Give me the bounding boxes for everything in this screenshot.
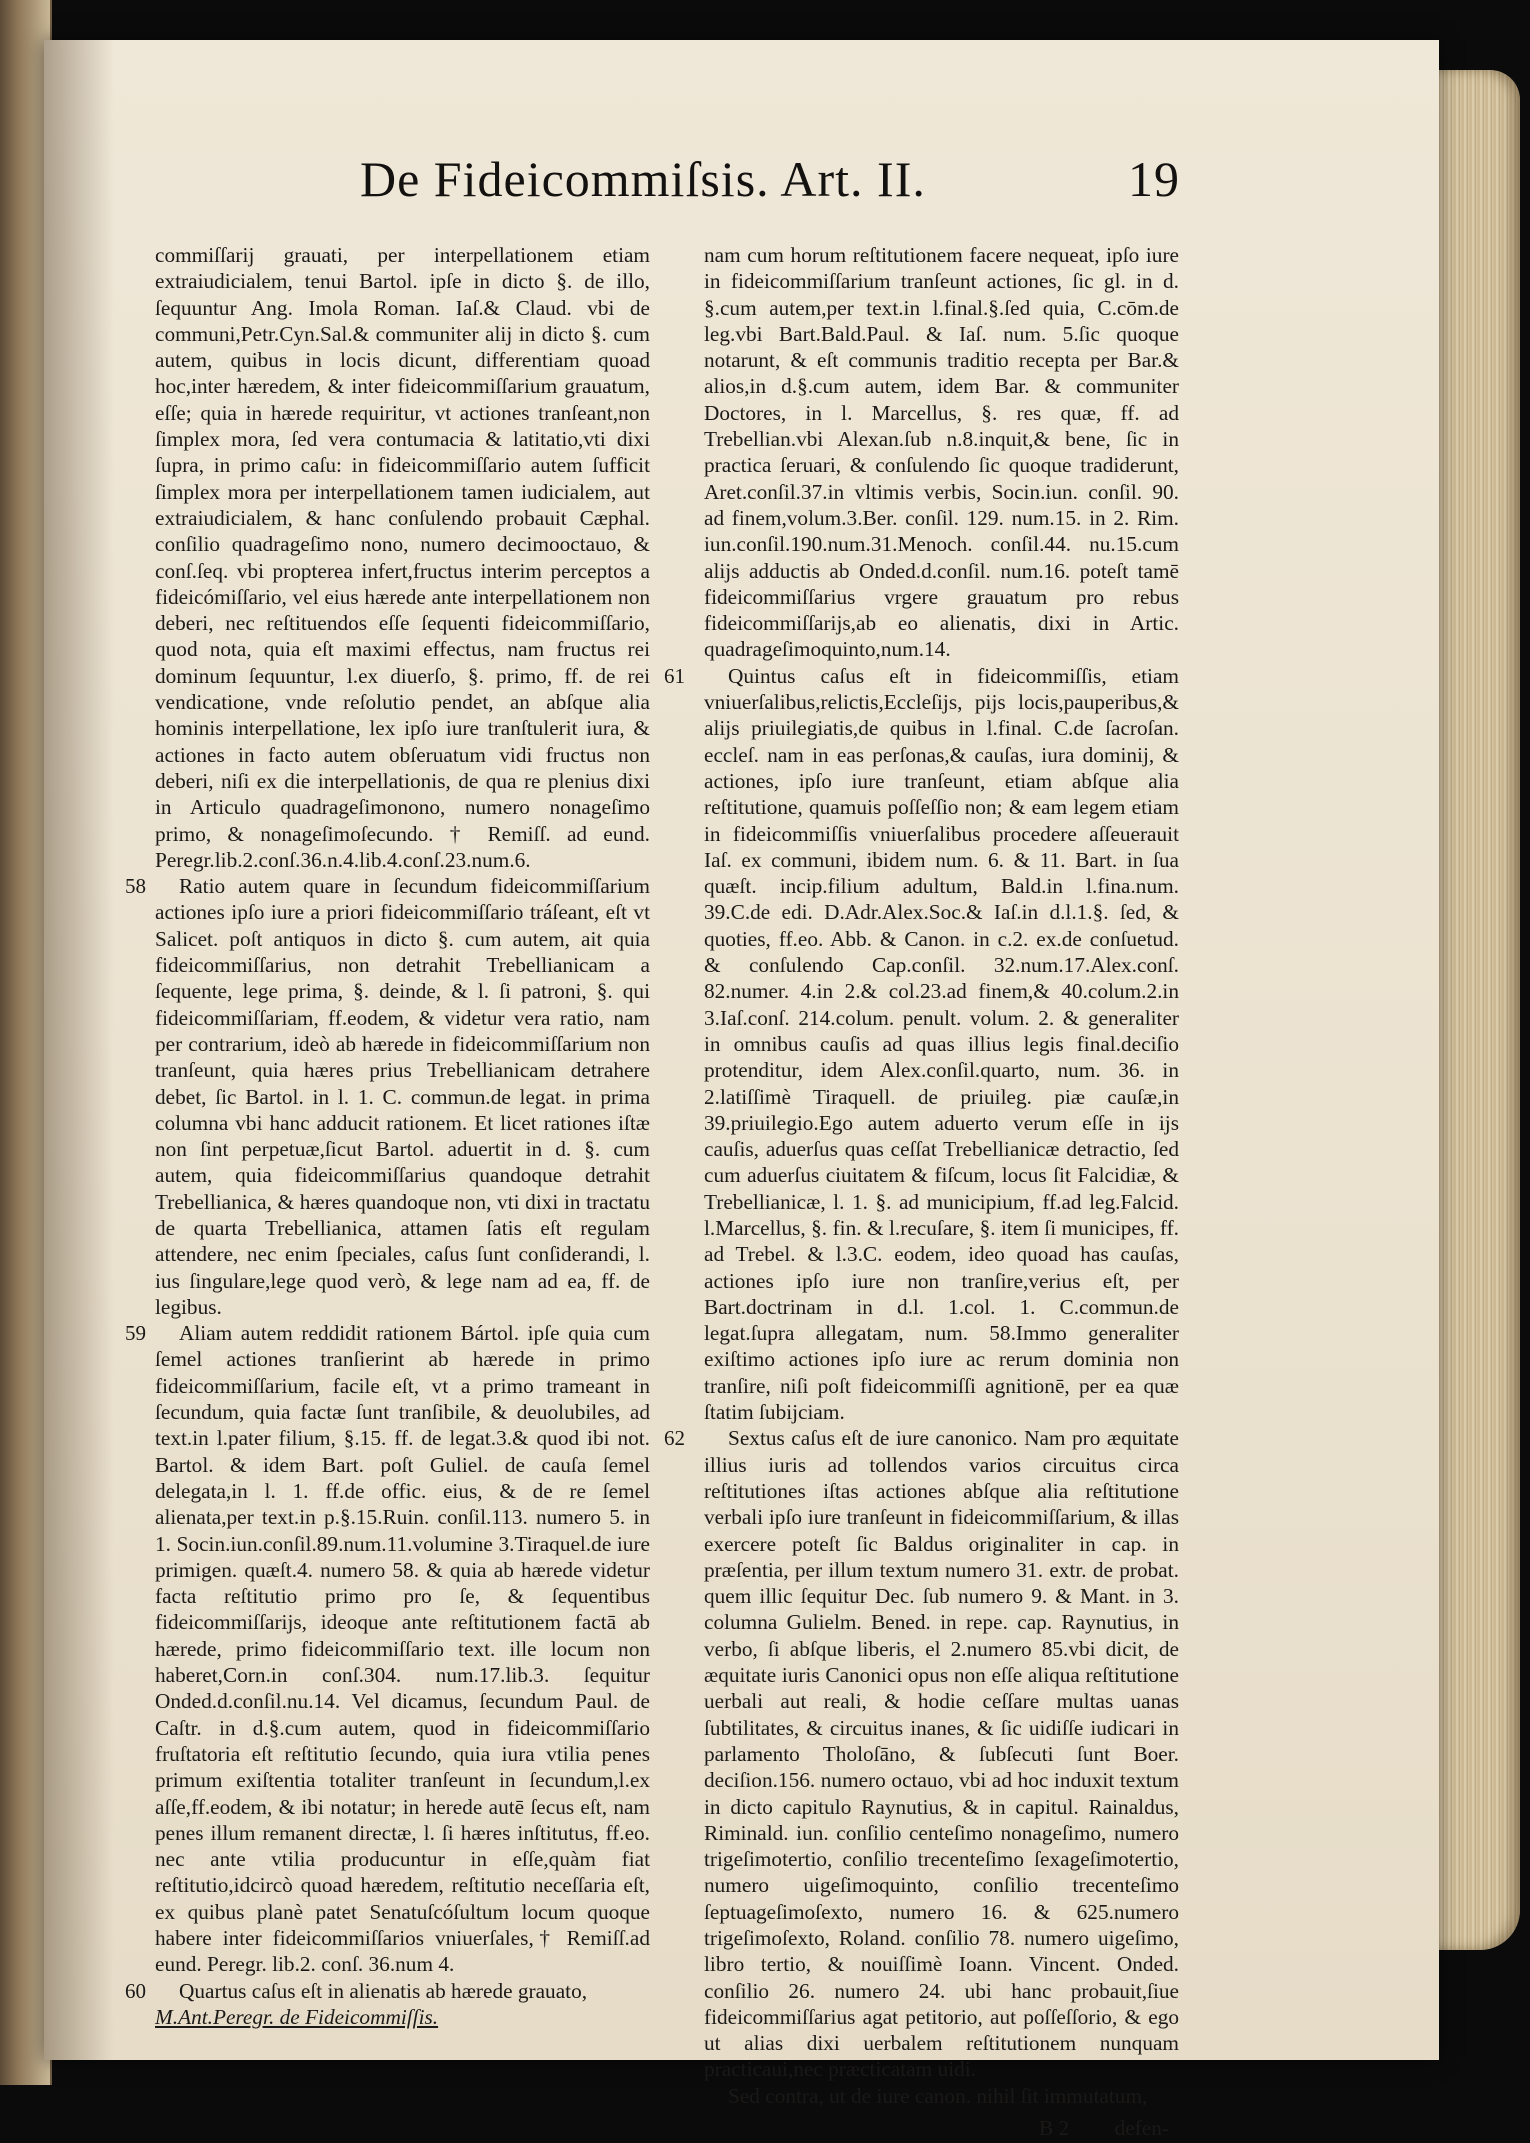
paragraph-59 [125, 1320, 650, 1977]
page-title: De Fideicommiſsis. Art. II. [360, 151, 926, 207]
paragraph-text: Sed contra, ut de iure canon. nihil ſit immutatum, [728, 2083, 1148, 2108]
gutter-shadow [44, 40, 114, 2060]
right-column [664, 242, 1179, 2143]
left-column [125, 242, 650, 2030]
paragraph-text: Aliam autem reddidit rationem Bártol. ipſe quia cum ſemel actiones tranſierint ab hærede in primo fideicommiſſarium, facile eſt, vt a primo trameant in ſecundum, quia factæ ſunt tranſibile, & deuolubiles, ad text.in l.pater filium, §.15. ff. de legat.3.& quod ibi not. Bartol. & idem Bart. poſt Guliel. de cauſa ſemel delegata,in l. 1. ff.de offic. eius, & de re ſemel alienata,per text.in p.§.15.Ruin. conſil.113. numero 5. in 1. Socin.iun.conſil.89.num.11.volumine 3.Tiraquel.de iure primigen. quæſt.4. numero 58. & quia ab hærede videtur facta reſtitutio primo pro ſe, & ſequentibus fideicommiſſarijs, ideoque ante reſtitutionem factā ab hærede, primo fideicommiſſario text. ille locum non haberet,Corn.in conſ.304. num.17.lib.3. ſequitur Onded.d.conſil.nu.14. Vel dicamus, ſecundum Paul. de Caſtr. in d.§.cum autem, quod in fideicommiſſario fruſtatoria eſt reſtitutio ſecundo, quia iura vtilia penes primum exiſtentia totaliter tranſeunt in ſecundum,l.ex aſſe,ff.eodem, & ibi notatur; in herede autē ſecus eſt, nam penes illum remanent directæ, l. ſi hæres inſtitutus, ff.eo. nec ante vtilia producuntur in eſſe,quàm fiat reſtitutio,idcircò quoad hæredem, reſtitutio neceſſaria eſt, ex quibus planè patet Senatuſcóſultum locum quoque habere inter fideicommiſſarios vniuerſales,† Remiſſ.ad eund. Peregr. lib.2. conſ. 36.num 4. [155, 1321, 650, 1977]
paragraph-text: Quintus caſus eſt in fideicommiſſis, etiam vniuerſalibus,relictis,Eccleſijs, pijs locis,pauperibus,& alijs priuilegiatis,de quibus in l.final. C.de ſacroſan. eccleſ. nam in eas perſonas,& cauſas, iura dominij, & actiones, ipſo iure tranſeunt, etiam abſque alia reſtitutione, quamuis poſſeſſio non; & eam legem etiam in fideicommiſſis vniuerſalibus procedere aſſeuerauit Iaſ. ex communi, ibidem num. 6. & 11. Bart. in ſua quæſt. incip.filium adultum, Bald.in l.fina.num. 39.C.de edi. D.Adr.Alex.Soc.& Iaſ.in d.l.1.§. ſed, & quoties, ff.eo. Abb. & Canon. in c.2. ex.de conſuetud. & conſulendo Cap.conſil. 32.num.17.Alex.conſ. 82.numer. 4.in 2.& col.23.ad finem,& 40.colum.2.in 3.Iaſ.conſ. 214.colum. penult. volum. 2. & generaliter in omnibus cauſis ad quas illius legis final.deciſio protenditur, idem Alex.conſil.quarto, num. 36. in 2.latiſſimè Tiraquell. de priuileg. piæ cauſæ,in 39.priuilegio.Ego autem aduerto verum eſſe in ijs cauſis, aduerſus quas ceſſat Trebellianicæ detractio, ſed cum aduerſus ciuitatem & fiſcum, locus ſit Falcidiæ, & Trebellianicæ, l. 1. §. ad municipium, ff.ad leg.Falcid. l.Marcellus, §. fin. & l.recuſare, §. item ſi municipes, ff. ad Trebel. & l.3.C. eodem, ideo quoad has cauſas, actiones ipſo iure non tranſire,verius eſt, per Bart.doctrinam in d.l. 1.col. 1. C.commun.de legat.ſupra allegatam, num. 58.Immo generaliter exiſtimo actiones ipſo iure ac rerum dominia non tranſire, niſi poſt fideicommiſſi agnitionē, per ea quæ ſtatim ſubijciam. [704, 663, 1179, 1425]
signature-line: M.Ant.Peregr. de Fideicommiſſis. [155, 2004, 439, 2029]
paragraph-number: 61 [664, 663, 685, 688]
paragraph-60 [125, 1978, 650, 2004]
running-head [320, 130, 1180, 220]
paragraph-62 [664, 1425, 1179, 2082]
signature-mark: B 2 [1039, 2116, 1070, 2141]
paragraph-text: Quartus caſus eſt in alienatis ab hærede grauato, [179, 1978, 588, 2003]
paragraph-text: Ratio autem quare in ſecundum fideicommiſſarium actiones ipſo iure a priori fideicommiſſario tráſeant, eſt vt Salicet. poſt antiquos in dicto §. cum autem, ait quia fideicommiſſarius, non detrahit Trebellianicam a ſequente, lege prima, §. deinde, & l. ſi patroni, §. qui fideicommiſſariam, ff.eodem, & videtur vera ratio, nam per contrarium, ideò ab hærede in fideicommiſſarium non tranſeunt, quia hæres prius Trebellianicam detrahere debet, ſic Bartol. in l. 1. C. commun.de legat. in prima columna vbi hanc adducit rationem. Et licet rationes iſtæ non ſint perpetuæ,ſicut Bartol. aduertit in d. §. cum autem, quia fideicommiſſarius quandoque detrahit Trebellianica, & hæres quandoque non, vti dixi in tractatu de quarta Trebellianica, attamen ſatis eſt regulam attendere, nec enim ſpeciales, caſus ſunt conſiderandi, l. ius ſingulare,lege quod verò, & lege nam ad ea, ff. de legibus. [155, 874, 650, 1319]
page-number: 19 [1128, 151, 1180, 207]
paragraph-number: 60 [125, 1978, 146, 2003]
paragraph-number: 62 [664, 1426, 685, 1451]
paragraph-61 [664, 663, 1179, 1426]
footer-line [704, 2115, 1179, 2143]
paragraph-continued: commiſſarij grauati, per interpellationem etiam extraiudicialem, tenui Bartol. ipſe in dicto §. de illo, ſequuntur Ang. Imola Roman. Iaſ.& Claud. vbi de communi,Petr.Cyn.Sal.& communiter alij in dicto §. cum autem, quibus in locis dicunt, differentiam quoad hoc,inter hæredem, & inter fideicommiſſarium grauatum, eſſe; quia in hærede requiritur, vt actiones tranſeant,non ſimplex mora, ſed vera contumacia & latitatio,vti dixi ſupra, in primo caſu: in fideicommiſſario autem ſufficit ſimplex mora per interpellationem tamen iudicialem, aut extraiudicialem, & hanc conſulendo probauit Cæphal. conſilio quadrageſimo nono, numero decimooctauo, & conſ.ſeq. vbi propterea infert,fructus interim perceptos a fideicómiſſario, vel eius hærede ante interpellationem non deberi, nec reſtituendos eſſe ſequenti fideicommiſſario, quod nota, quia eſt maximi effectus, nam fructus rei dominum ſequuntur, l.ex diuerſo, §. primo, ff. de rei vendicatione, vnde reſolutio pendet, an abſque alia hominis interpellatione, lex ipſo iure tranſtulerit iura, & actiones in facto autem obſeruatum vidi fructus non deberi, niſi ex die interpellationis, de qua re plenius dixi in Articulo quadrageſimonono, numero nonageſimo primo, & nonageſimoſecundo. † Remiſſ. ad eund. Peregr.lib.2.conſ.36.n.4.lib.4.conſ.23.num.6. [155, 243, 650, 872]
paragraph-58 [125, 873, 650, 1320]
paragraph-number: 58 [125, 874, 146, 899]
paragraph-text: Sextus caſus eſt de iure canonico. Nam pro æquitate illius iuris ad tollendos varios circuitus circa reſtitutiones iſtas actiones abſque alia reſtitutione verbali ipſo iure tranſeunt in fideicommiſſarium, & illas exercere poteſt ſic Baldus originaliter in cap. in præſentia, per illum textum numero 31. extr. de probat. quem illic ſequitur Dec. ſub numero 9. & Mant. in 3. columna Gulielm. Bened. in repe. cap. Raynutius, in verbo, ſi abſque liberis, el 2.numero 85.vbi dicit, de æquitate iuris Canonici opus non eſſe aliqua reſtitutione uerbali aut reali, & hodie ceſſare multas uanas ſubtilitates, & circuitus inanes, & ſic uidiſſe iudicari in parlamento Tholoſāno, & ſubſecuti ſunt Boer. deciſion.156. numero octauo, vbi ad hoc induxit textum in dicto capitulo Raynutius, & in capitul. Rainaldus, Riminald. iun. conſilio centeſimo nonageſimo, numero trigeſimotertio, conſilio trecenteſimo ſexageſimotertio, numero uigeſimoquinto, conſilio trecenteſimo ſeptuageſimoſexto, numero 16. & 625.numero trigeſimoſexto, Roland. conſilio 78. numero uigeſimo, libro tertio, & nouiſſimè Ioann. Vincent. Onded. conſilio 26. numero 24. ubi hanc probauit,ſiue fideicommiſſarius agat petitorio, aut poſſeſſorio, & ego ut alias dixi uerbalem reſtitutionem nunquam practicaui,nec præcticatam uidi. [704, 1426, 1179, 2082]
catchword: defen- [1114, 2116, 1169, 2141]
paragraph-number: 59 [125, 1321, 146, 1346]
paragraph-continued: nam cum horum reſtitutionem facere nequeat, ipſo iure in fideicommiſſarium tranſeunt actiones, ſic gl. in d. §.cum autem,per text.in l.final.§.ſed quia, C.cōm.de leg.vbi Bart.Bald.Paul. & Iaſ. num. 5.ſic quoque notarunt, & eſt communis traditio recepta per Bar.& alios,in d.§.cum autem, idem Bar. & communiter Doctores, in l. Marcellus, §. res quæ, ff. ad Trebellian.vbi Alexan.ſub n.8.inquit,& bene, ſic in practica ſeruari, & conſulendo ſic quoque tradiderunt, Aret.conſil.37.in vltimis verbis, Socin.iun. conſil. 90. ad finem,volum.3.Ber. conſil. 129. num.15. in 2. Rim. iun.conſil.190.num.31.Menoch. conſil.44. nu.15.cum alijs adductis ab Onded.d.conſil. num.16. poteſt tamē fideicommiſſarius vrgere grauatum pro rebus fideicommiſſarijs,ab eo alienatis, dixi in Artic. quadrageſimoquinto,num.14. [704, 243, 1179, 662]
